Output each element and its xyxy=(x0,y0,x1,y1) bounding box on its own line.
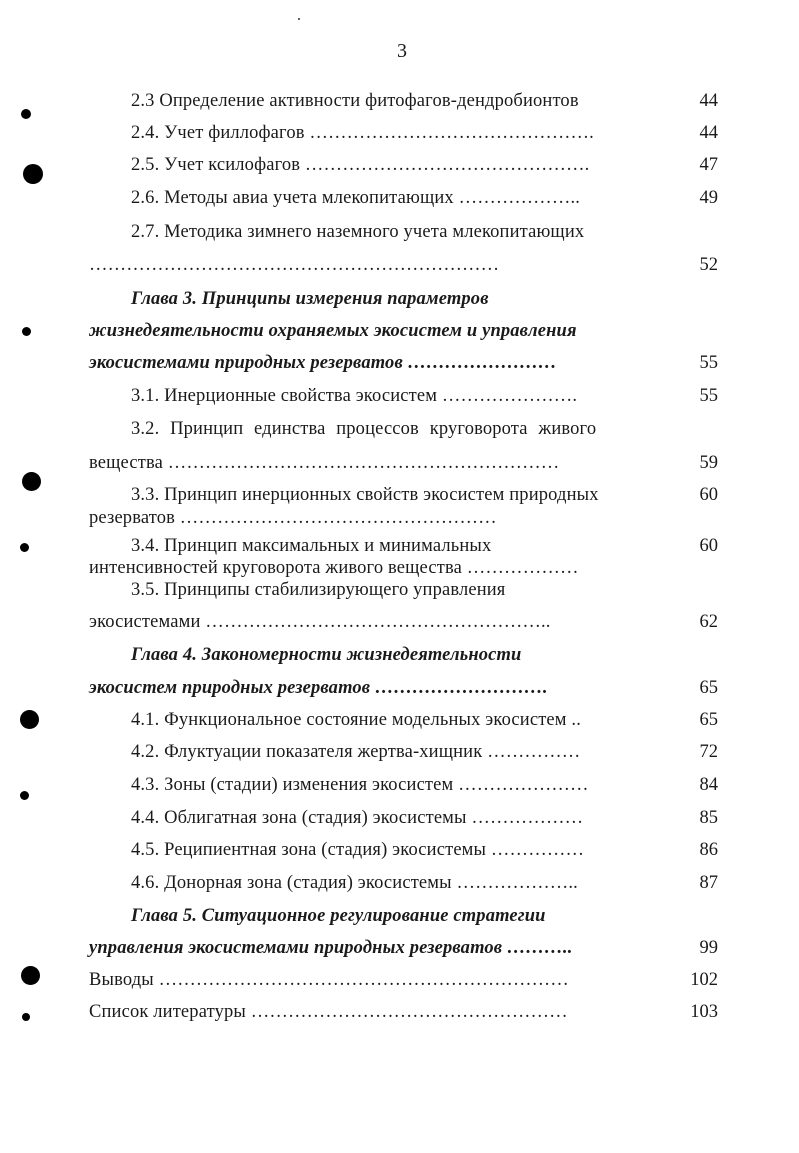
toc-entry-3-2-cont: вещества ……………………………………………………… xyxy=(89,453,560,473)
toc-entry-4-6: 4.6. Донорная зона (стадия) экосистемы ……………….. xyxy=(131,873,578,893)
toc-page-4-5: 86 xyxy=(699,840,718,860)
toc-entry-3-1: 3.1. Инерционные свойства экосистем …………………. xyxy=(131,386,578,406)
punch-hole xyxy=(21,109,31,119)
toc-chapter-5-title: Глава 5. Ситуационное регулирование стратегии xyxy=(131,906,546,926)
punch-hole xyxy=(20,710,39,729)
toc-chapter-4-title: Глава 4. Закономерности жизнедеятельности xyxy=(131,645,522,665)
toc-page-ch5: 99 xyxy=(699,938,718,958)
scan-speck xyxy=(298,18,300,20)
toc-entry-2-4: 2.4. Учет филлофагов ………………………………………. xyxy=(131,123,594,143)
toc-page-references: 103 xyxy=(690,1002,718,1022)
toc-page-3-1: 55 xyxy=(699,386,718,406)
toc-page-2-3: 44 xyxy=(699,91,718,111)
toc-entry-4-4: 4.4. Облигатная зона (стадия) экосистемы ……………… xyxy=(131,808,584,828)
toc-chapter-3-cont: жизнедеятельности охраняемых экосистем и управления xyxy=(89,321,577,341)
punch-hole xyxy=(20,543,29,552)
toc-page-2-6: 49 xyxy=(699,188,718,208)
toc-page-4-3: 84 xyxy=(699,775,718,795)
toc-page-3-4: 60 xyxy=(699,536,718,556)
toc-chapter-4-cont: экосистем природных резерватов ………………………. xyxy=(89,678,548,698)
toc-page-conclusions: 102 xyxy=(690,970,718,990)
punch-hole xyxy=(23,164,43,184)
toc-entry-3-3: 3.3. Принцип инерционных свойств экосистем природных xyxy=(131,485,599,505)
page-number: 3 xyxy=(397,40,407,62)
toc-entry-4-5: 4.5. Реципиентная зона (стадия) экосистемы …………… xyxy=(131,840,585,860)
toc-entry-3-3-cont: резерватов …………………………………………… xyxy=(89,508,497,528)
punch-hole xyxy=(22,327,31,336)
toc-chapter-5-cont: управления экосистемами природных резерватов ……….. xyxy=(89,938,573,958)
toc-entry-4-3: 4.3. Зоны (стадии) изменения экосистем ………………… xyxy=(131,775,589,795)
toc-page-4-2: 72 xyxy=(699,742,718,762)
toc-page-2-7: 52 xyxy=(699,255,718,275)
toc-page-ch3: 55 xyxy=(699,353,718,373)
toc-chapter-3-title: Глава 3. Принципы измерения параметров xyxy=(131,289,489,309)
toc-entry-3-4-cont: интенсивностей круговорота живого вещества ……………… xyxy=(89,558,579,578)
toc-entry-2-7: 2.7. Методика зимнего наземного учета млекопитающих xyxy=(131,222,585,242)
toc-page-2-5: 47 xyxy=(699,155,718,175)
punch-hole xyxy=(21,966,40,985)
toc-page-4-1: 65 xyxy=(699,710,718,730)
toc-entry-2-7-dots: ………………………………………………………… xyxy=(89,255,500,275)
toc-entry-3-2: 3.2. Принцип единства процессов круговорота живого xyxy=(131,419,597,439)
punch-hole xyxy=(22,1013,30,1021)
punch-hole xyxy=(22,472,41,491)
toc-entry-3-5-cont: экосистемами ……………………………………………….. xyxy=(89,612,551,632)
toc-page-ch4: 65 xyxy=(699,678,718,698)
toc-entry-2-6: 2.6. Методы авиа учета млекопитающих ……………….. xyxy=(131,188,581,208)
toc-conclusions: Выводы ………………………………………………………… xyxy=(89,970,569,990)
toc-chapter-3-end: экосистемами природных резерватов …………………… xyxy=(89,353,557,373)
toc-page-4-6: 87 xyxy=(699,873,718,893)
toc-entry-4-1: 4.1. Функциональное состояние модельных экосистем .. xyxy=(131,710,581,730)
punch-hole xyxy=(20,791,29,800)
toc-references: Список литературы …………………………………………… xyxy=(89,1002,568,1022)
toc-page-3-2: 59 xyxy=(699,453,718,473)
toc-page-3-5: 62 xyxy=(699,612,718,632)
toc-entry-3-4: 3.4. Принцип максимальных и минимальных xyxy=(131,536,492,556)
toc-entry-3-5: 3.5. Принципы стабилизирующего управления xyxy=(131,580,506,600)
toc-entry-2-3: 2.3 Определение активности фитофагов-дендробионтов xyxy=(131,91,579,111)
toc-entry-2-5: 2.5. Учет ксилофагов ………………………………………. xyxy=(131,155,590,175)
toc-entry-4-2: 4.2. Флуктуации показателя жертва-хищник …………… xyxy=(131,742,581,762)
toc-page-2-4: 44 xyxy=(699,123,718,143)
toc-page-3-3: 60 xyxy=(699,485,718,505)
toc-page-4-4: 85 xyxy=(699,808,718,828)
